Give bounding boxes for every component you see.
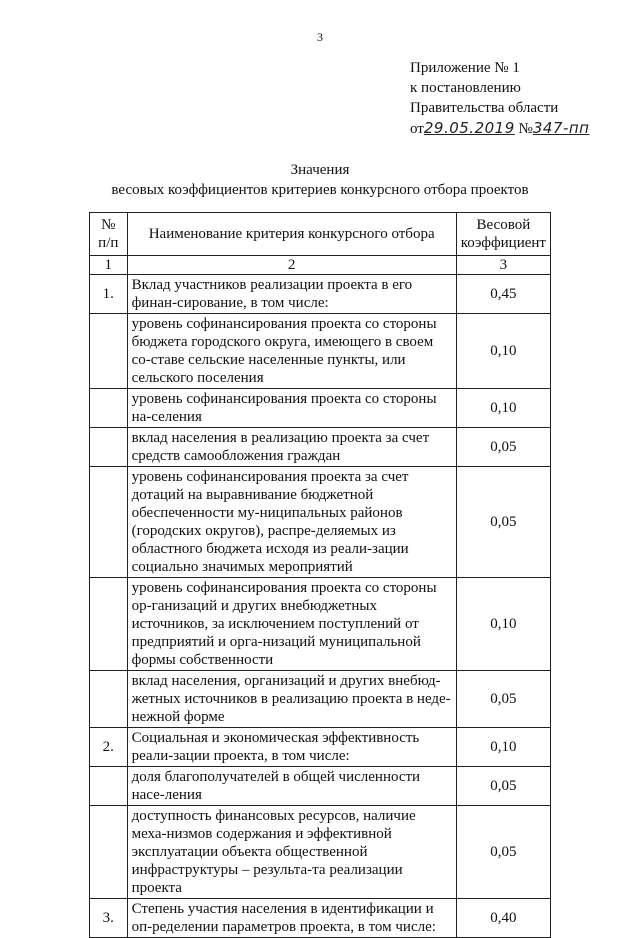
table-row [90,467,551,578]
appendix-line-government: Правительства области [410,100,559,116]
row-number [90,767,128,806]
weight-value: 0,05 [456,767,550,806]
table-header-row [90,213,551,256]
weight-value: 0,10 [456,578,550,671]
weight-value: 0,10 [456,728,550,767]
table-row [90,728,551,767]
criterion-name: уровень софинансирования проекта за счет дотаций на выравнивание бюджетной обеспеченности му-ниципальных районов (городских округов), распре-деляемых из областного бюджета исходя из реали-зации социально значимых мероприятий [127,467,456,578]
weight-value: 0,40 [456,899,550,938]
row-number [90,428,128,467]
row-number: 2. [90,728,128,767]
title-line-1: Значения [290,162,350,178]
table-row [90,314,551,389]
table-row [90,671,551,728]
page-number: 3 [317,30,323,44]
criterion-name: доля благополучателей в общей численности насе-ления [127,767,456,806]
column-number-3: 3 [456,256,550,275]
column-number-1: 1 [90,256,128,275]
row-number: 3. [90,899,128,938]
appendix-date-line [410,118,589,139]
column-number-2: 2 [127,256,456,275]
criterion-name: уровень софинансирования проекта со стороны ор-ганизаций и других внебюджетных источников, за исключением поступлений от предприятий и орга-низаций муниципальной формы собственности [127,578,456,671]
weight-value: 0,05 [456,806,550,899]
table-row [90,389,551,428]
appendix-title: Приложение № 1 [410,60,520,76]
criterion-name: уровень софинансирования проекта со стороны бюджета городского округа, имеющего в своем со-ставе сельские населенные пункты, или сельского поселения [127,314,456,389]
row-number: 1. [90,275,128,314]
title-line-2: весовых коэффициентов критериев конкурсного отбора проектов [111,182,529,198]
weight-value: 0,45 [456,275,550,314]
table-row [90,767,551,806]
document-title [0,160,640,200]
table-row [90,275,551,314]
row-number [90,806,128,899]
handwritten-date: 29.05.2019 [423,119,515,137]
criterion-name: вклад населения в реализацию проекта за счет средств самообложения граждан [127,428,456,467]
weight-value: 0,05 [456,671,550,728]
header-weight: Весовой коэффициент [456,213,550,256]
criterion-name: доступность финансовых ресурсов, наличие меха-низмов содержания и эффективной эксплуатации объекта общественной инфраструктуры – результа-та реализации проекта [127,806,456,899]
criterion-name: Вклад участников реализации проекта в его финан-сирование, в том числе: [127,275,456,314]
criterion-name: уровень софинансирования проекта со стороны на-селения [127,389,456,428]
row-number [90,389,128,428]
row-number [90,671,128,728]
weight-value: 0,10 [456,314,550,389]
header-criterion-name: Наименование критерия конкурсного отбора [127,213,456,256]
table-row [90,578,551,671]
column-number-row [90,256,551,275]
criterion-name: Социальная и экономическая эффективность реали-зации проекта, в том числе: [127,728,456,767]
criterion-name: Степень участия населения в идентификации и оп-ределении параметров проекта, в том числе: [127,899,456,938]
criterion-name: вклад населения, организаций и других внебюд-жетных источников в реализацию проекта в неде-нежной форме [127,671,456,728]
appendix-line-resolution: к постановлению [410,80,521,96]
criteria-table [89,212,551,938]
number-prefix: № [518,121,533,137]
weight-value: 0,10 [456,389,550,428]
appendix-block [410,58,589,139]
row-number [90,578,128,671]
row-number [90,467,128,578]
table-row [90,806,551,899]
handwritten-number: 347-пп [532,119,590,137]
header-number: № п/п [90,213,128,256]
table-row [90,428,551,467]
table-row [90,899,551,938]
row-number [90,314,128,389]
weight-value: 0,05 [456,467,550,578]
weight-value: 0,05 [456,428,550,467]
date-prefix: от [410,121,424,137]
